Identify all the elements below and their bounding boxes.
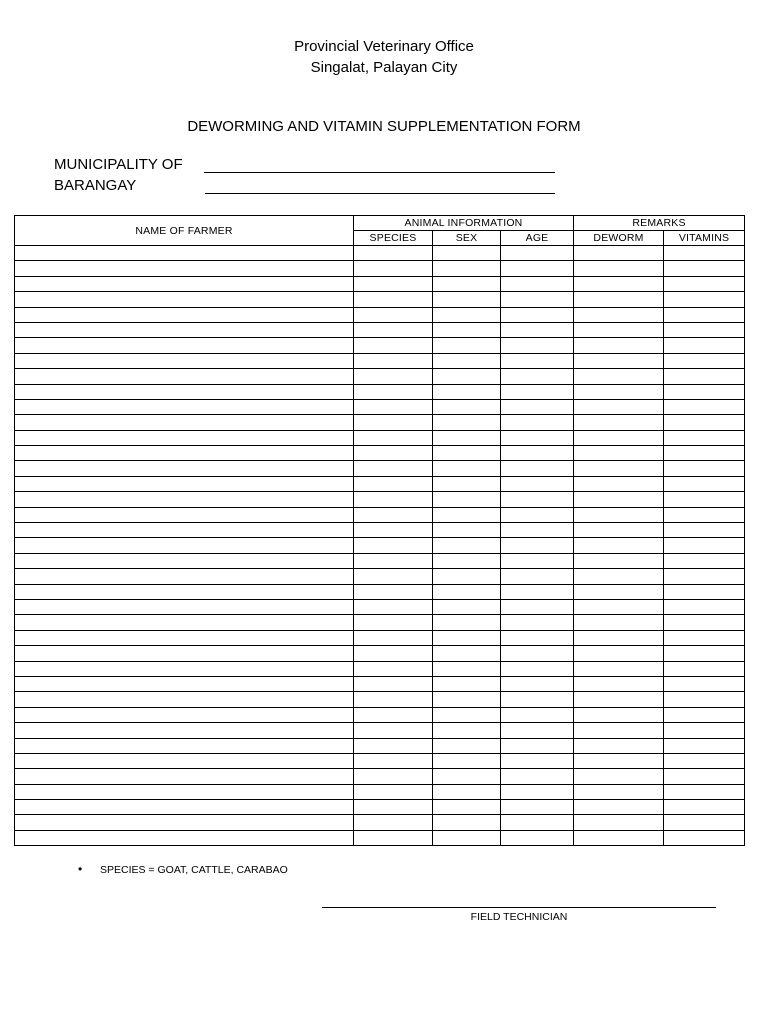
age-cell[interactable] — [501, 353, 574, 368]
table-row — [15, 584, 745, 599]
sex-cell[interactable] — [433, 338, 501, 353]
name-of-farmer-cell[interactable] — [15, 384, 354, 399]
bullet-icon: • — [78, 862, 83, 876]
age-cell[interactable] — [501, 753, 574, 768]
table-row — [15, 630, 745, 645]
sex-cell[interactable] — [433, 584, 501, 599]
name-of-farmer-cell[interactable] — [15, 723, 354, 738]
deworm-cell[interactable] — [574, 569, 664, 584]
table-row — [15, 353, 745, 368]
species-cell[interactable] — [354, 476, 433, 491]
species-cell[interactable] — [354, 430, 433, 445]
age-cell[interactable] — [501, 430, 574, 445]
table-row — [15, 261, 745, 276]
species-cell[interactable] — [354, 584, 433, 599]
vitamins-cell[interactable] — [664, 753, 745, 768]
name-of-farmer-cell[interactable] — [15, 353, 354, 368]
vitamins-cell[interactable] — [664, 276, 745, 291]
name-of-farmer-cell[interactable] — [15, 307, 354, 322]
vitamins-cell[interactable] — [664, 307, 745, 322]
sex-cell[interactable] — [433, 246, 501, 261]
vitamins-cell[interactable] — [664, 261, 745, 276]
vitamins-cell[interactable] — [664, 738, 745, 753]
species-cell[interactable] — [354, 569, 433, 584]
deworm-cell[interactable] — [574, 769, 664, 784]
species-cell[interactable] — [354, 322, 433, 337]
name-of-farmer-header: NAME OF FARMER — [15, 216, 354, 246]
deworm-cell[interactable] — [574, 707, 664, 722]
species-cell[interactable] — [354, 276, 433, 291]
vitamins-cell[interactable] — [664, 830, 745, 845]
age-cell[interactable] — [501, 815, 574, 830]
vitamins-cell[interactable] — [664, 415, 745, 430]
species-cell[interactable] — [354, 523, 433, 538]
deworm-cell[interactable] — [574, 507, 664, 522]
vitamins-cell[interactable] — [664, 338, 745, 353]
sex-cell[interactable] — [433, 261, 501, 276]
vitamins-cell[interactable] — [664, 538, 745, 553]
age-cell[interactable] — [501, 307, 574, 322]
vitamins-cell[interactable] — [664, 399, 745, 414]
table-row — [15, 430, 745, 445]
age-cell[interactable] — [501, 446, 574, 461]
age-cell[interactable] — [501, 800, 574, 815]
sex-cell[interactable] — [433, 446, 501, 461]
deworm-cell[interactable] — [574, 753, 664, 768]
name-of-farmer-cell[interactable] — [15, 507, 354, 522]
sex-cell[interactable] — [433, 830, 501, 845]
species-cell[interactable] — [354, 723, 433, 738]
age-cell[interactable] — [501, 723, 574, 738]
table-row — [15, 830, 745, 845]
vitamins-cell[interactable] — [664, 723, 745, 738]
sex-cell[interactable] — [433, 538, 501, 553]
sex-cell[interactable] — [433, 646, 501, 661]
species-cell[interactable] — [354, 461, 433, 476]
species-cell[interactable] — [354, 692, 433, 707]
name-of-farmer-cell[interactable] — [15, 738, 354, 753]
sex-cell[interactable] — [433, 676, 501, 691]
name-of-farmer-cell[interactable] — [15, 399, 354, 414]
age-cell[interactable] — [501, 338, 574, 353]
sex-cell[interactable] — [433, 322, 501, 337]
table-row — [15, 446, 745, 461]
species-cell[interactable] — [354, 415, 433, 430]
deworm-cell[interactable] — [574, 738, 664, 753]
name-of-farmer-cell[interactable] — [15, 569, 354, 584]
vitamins-cell[interactable] — [664, 599, 745, 614]
age-cell[interactable] — [501, 322, 574, 337]
sex-header: SEX — [433, 231, 501, 246]
name-of-farmer-cell[interactable] — [15, 769, 354, 784]
table-row — [15, 384, 745, 399]
table-row — [15, 415, 745, 430]
farmer-animal-table — [14, 215, 745, 846]
deworm-cell[interactable] — [574, 661, 664, 676]
age-cell[interactable] — [501, 630, 574, 645]
species-cell[interactable] — [354, 661, 433, 676]
vitamins-cell[interactable] — [664, 707, 745, 722]
species-cell[interactable] — [354, 615, 433, 630]
vitamins-cell[interactable] — [664, 446, 745, 461]
sex-cell[interactable] — [433, 461, 501, 476]
name-of-farmer-cell[interactable] — [15, 830, 354, 845]
table-row — [15, 753, 745, 768]
name-of-farmer-cell[interactable] — [15, 292, 354, 307]
name-of-farmer-cell[interactable] — [15, 707, 354, 722]
name-of-farmer-cell[interactable] — [15, 322, 354, 337]
age-cell[interactable] — [501, 707, 574, 722]
species-cell[interactable] — [354, 307, 433, 322]
species-cell[interactable] — [354, 599, 433, 614]
sex-cell[interactable] — [433, 800, 501, 815]
table-row — [15, 246, 745, 261]
sex-cell[interactable] — [433, 723, 501, 738]
age-cell[interactable] — [501, 507, 574, 522]
sex-cell[interactable] — [433, 353, 501, 368]
name-of-farmer-cell[interactable] — [15, 661, 354, 676]
vitamins-cell[interactable] — [664, 292, 745, 307]
name-of-farmer-cell[interactable] — [15, 338, 354, 353]
age-cell[interactable] — [501, 415, 574, 430]
sex-cell[interactable] — [433, 507, 501, 522]
table-row — [15, 507, 745, 522]
vitamins-cell[interactable] — [664, 569, 745, 584]
species-cell[interactable] — [354, 769, 433, 784]
table-row — [15, 615, 745, 630]
deworm-cell[interactable] — [574, 276, 664, 291]
vitamins-cell[interactable] — [664, 630, 745, 645]
sex-cell[interactable] — [433, 753, 501, 768]
deworm-cell[interactable] — [574, 815, 664, 830]
table-row — [15, 769, 745, 784]
deworm-cell[interactable] — [574, 307, 664, 322]
signature-line — [322, 907, 716, 908]
name-of-farmer-cell[interactable] — [15, 646, 354, 661]
sex-cell[interactable] — [433, 307, 501, 322]
sex-cell[interactable] — [433, 630, 501, 645]
deworm-cell[interactable] — [574, 692, 664, 707]
name-of-farmer-cell[interactable] — [15, 753, 354, 768]
vitamins-cell[interactable] — [664, 815, 745, 830]
name-of-farmer-cell[interactable] — [15, 615, 354, 630]
sex-cell[interactable] — [433, 384, 501, 399]
table-row — [15, 553, 745, 568]
age-cell[interactable] — [501, 384, 574, 399]
deworm-cell[interactable] — [574, 630, 664, 645]
table-row — [15, 322, 745, 337]
sex-cell[interactable] — [433, 815, 501, 830]
species-cell[interactable] — [354, 261, 433, 276]
table-row — [15, 476, 745, 491]
table-row — [15, 599, 745, 614]
vitamins-cell[interactable] — [664, 615, 745, 630]
vitamins-cell[interactable] — [664, 322, 745, 337]
name-of-farmer-cell[interactable] — [15, 276, 354, 291]
vitamins-header: VITAMINS — [664, 231, 745, 246]
municipality-blank-line — [204, 172, 555, 173]
vitamins-cell[interactable] — [664, 784, 745, 799]
age-cell[interactable] — [501, 292, 574, 307]
sex-cell[interactable] — [433, 276, 501, 291]
name-of-farmer-cell[interactable] — [15, 584, 354, 599]
name-of-farmer-cell[interactable] — [15, 815, 354, 830]
species-cell[interactable] — [354, 630, 433, 645]
table-row — [15, 569, 745, 584]
sex-cell[interactable] — [433, 553, 501, 568]
deworm-cell[interactable] — [574, 246, 664, 261]
sex-cell[interactable] — [433, 523, 501, 538]
table-row — [15, 707, 745, 722]
species-cell[interactable] — [354, 830, 433, 845]
barangay-blank-line — [205, 193, 555, 194]
animal-information-header: ANIMAL INFORMATION — [354, 216, 574, 231]
species-cell[interactable] — [354, 753, 433, 768]
vitamins-cell[interactable] — [664, 661, 745, 676]
vitamins-cell[interactable] — [664, 461, 745, 476]
species-cell[interactable] — [354, 553, 433, 568]
barangay-label: BARANGAY — [54, 177, 137, 194]
species-cell[interactable] — [354, 353, 433, 368]
deworm-cell[interactable] — [574, 261, 664, 276]
table-row — [15, 461, 745, 476]
name-of-farmer-cell[interactable] — [15, 261, 354, 276]
age-cell[interactable] — [501, 476, 574, 491]
sex-cell[interactable] — [433, 661, 501, 676]
vitamins-cell[interactable] — [664, 584, 745, 599]
sex-cell[interactable] — [433, 369, 501, 384]
table-row — [15, 369, 745, 384]
table-row — [15, 784, 745, 799]
name-of-farmer-cell[interactable] — [15, 784, 354, 799]
vitamins-cell[interactable] — [664, 507, 745, 522]
office-location: Singalat, Palayan City — [310, 59, 458, 76]
species-cell[interactable] — [354, 815, 433, 830]
species-cell[interactable] — [354, 338, 433, 353]
name-of-farmer-cell[interactable] — [15, 476, 354, 491]
age-cell[interactable] — [501, 738, 574, 753]
name-of-farmer-cell[interactable] — [15, 246, 354, 261]
deworm-cell[interactable] — [574, 476, 664, 491]
deworm-cell[interactable] — [574, 338, 664, 353]
species-cell[interactable] — [354, 676, 433, 691]
species-cell[interactable] — [354, 646, 433, 661]
sex-cell[interactable] — [433, 769, 501, 784]
deworm-cell[interactable] — [574, 800, 664, 815]
table-row — [15, 738, 745, 753]
species-cell[interactable] — [354, 292, 433, 307]
deworm-cell[interactable] — [574, 399, 664, 414]
name-of-farmer-cell[interactable] — [15, 446, 354, 461]
deworm-cell[interactable] — [574, 723, 664, 738]
name-of-farmer-cell[interactable] — [15, 415, 354, 430]
table-row — [15, 815, 745, 830]
deworm-cell[interactable] — [574, 430, 664, 445]
age-cell[interactable] — [501, 461, 574, 476]
municipality-label: MUNICIPALITY OF — [54, 156, 183, 173]
deworm-cell[interactable] — [574, 538, 664, 553]
vitamins-cell[interactable] — [664, 369, 745, 384]
age-cell[interactable] — [501, 615, 574, 630]
deworm-cell[interactable] — [574, 584, 664, 599]
species-note-text: SPECIES = GOAT, CATTLE, CARABAO — [100, 864, 288, 876]
deworm-cell[interactable] — [574, 615, 664, 630]
name-of-farmer-cell[interactable] — [15, 553, 354, 568]
sex-cell[interactable] — [433, 476, 501, 491]
vitamins-cell[interactable] — [664, 769, 745, 784]
deworm-cell[interactable] — [574, 322, 664, 337]
sex-cell[interactable] — [433, 492, 501, 507]
name-of-farmer-cell[interactable] — [15, 692, 354, 707]
age-cell[interactable] — [501, 492, 574, 507]
age-cell[interactable] — [501, 676, 574, 691]
species-cell[interactable] — [354, 800, 433, 815]
deworm-cell[interactable] — [574, 646, 664, 661]
deworm-cell[interactable] — [574, 784, 664, 799]
age-cell[interactable] — [501, 246, 574, 261]
age-cell[interactable] — [501, 661, 574, 676]
species-header: SPECIES — [354, 231, 433, 246]
sex-cell[interactable] — [433, 399, 501, 414]
species-note — [78, 862, 288, 877]
age-cell[interactable] — [501, 276, 574, 291]
species-cell[interactable] — [354, 784, 433, 799]
vitamins-cell[interactable] — [664, 430, 745, 445]
age-cell[interactable] — [501, 784, 574, 799]
deworm-cell[interactable] — [574, 830, 664, 845]
table-row — [15, 307, 745, 322]
age-cell[interactable] — [501, 569, 574, 584]
age-cell[interactable] — [501, 599, 574, 614]
table-row — [15, 338, 745, 353]
vitamins-cell[interactable] — [664, 692, 745, 707]
deworm-cell[interactable] — [574, 461, 664, 476]
species-cell[interactable] — [354, 738, 433, 753]
species-cell[interactable] — [354, 246, 433, 261]
table-row — [15, 646, 745, 661]
name-of-farmer-cell[interactable] — [15, 523, 354, 538]
deworm-cell[interactable] — [574, 553, 664, 568]
table-row — [15, 523, 745, 538]
vitamins-cell[interactable] — [664, 800, 745, 815]
deworm-cell[interactable] — [574, 415, 664, 430]
sex-cell[interactable] — [433, 707, 501, 722]
age-cell[interactable] — [501, 369, 574, 384]
species-cell[interactable] — [354, 492, 433, 507]
deworm-cell[interactable] — [574, 369, 664, 384]
table-row — [15, 399, 745, 414]
form-title: DEWORMING AND VITAMIN SUPPLEMENTATION FORM — [187, 118, 581, 135]
name-of-farmer-cell[interactable] — [15, 538, 354, 553]
species-cell[interactable] — [354, 538, 433, 553]
deworm-cell[interactable] — [574, 523, 664, 538]
name-of-farmer-cell[interactable] — [15, 599, 354, 614]
sex-cell[interactable] — [433, 292, 501, 307]
age-header: AGE — [501, 231, 574, 246]
table-row — [15, 723, 745, 738]
vitamins-cell[interactable] — [664, 553, 745, 568]
field-technician-label: FIELD TECHNICIAN — [470, 911, 568, 923]
table-row — [15, 800, 745, 815]
name-of-farmer-cell[interactable] — [15, 492, 354, 507]
age-cell[interactable] — [501, 646, 574, 661]
name-of-farmer-cell[interactable] — [15, 800, 354, 815]
sex-cell[interactable] — [433, 599, 501, 614]
vitamins-cell[interactable] — [664, 353, 745, 368]
table-row — [15, 692, 745, 707]
table-row — [15, 538, 745, 553]
remarks-header: REMARKS — [574, 216, 745, 231]
table-row — [15, 292, 745, 307]
age-cell[interactable] — [501, 261, 574, 276]
office-name: Provincial Veterinary Office — [294, 38, 474, 55]
sex-cell[interactable] — [433, 738, 501, 753]
sex-cell[interactable] — [433, 415, 501, 430]
deworm-cell[interactable] — [574, 353, 664, 368]
age-cell[interactable] — [501, 399, 574, 414]
age-cell[interactable] — [501, 538, 574, 553]
name-of-farmer-cell[interactable] — [15, 630, 354, 645]
table-row — [15, 492, 745, 507]
deworm-header: DEWORM — [574, 231, 664, 246]
vitamins-cell[interactable] — [664, 676, 745, 691]
vitamins-cell[interactable] — [664, 476, 745, 491]
species-cell[interactable] — [354, 507, 433, 522]
sex-cell[interactable] — [433, 615, 501, 630]
sex-cell[interactable] — [433, 784, 501, 799]
vitamins-cell[interactable] — [664, 492, 745, 507]
deworm-cell[interactable] — [574, 599, 664, 614]
species-cell[interactable] — [354, 384, 433, 399]
table-row — [15, 276, 745, 291]
age-cell[interactable] — [501, 523, 574, 538]
sex-cell[interactable] — [433, 692, 501, 707]
deworm-cell[interactable] — [574, 384, 664, 399]
vitamins-cell[interactable] — [664, 523, 745, 538]
age-cell[interactable] — [501, 553, 574, 568]
sex-cell[interactable] — [433, 430, 501, 445]
species-cell[interactable] — [354, 399, 433, 414]
deworm-cell[interactable] — [574, 676, 664, 691]
vitamins-cell[interactable] — [664, 646, 745, 661]
species-cell[interactable] — [354, 446, 433, 461]
species-cell[interactable] — [354, 707, 433, 722]
name-of-farmer-cell[interactable] — [15, 430, 354, 445]
age-cell[interactable] — [501, 830, 574, 845]
species-cell[interactable] — [354, 369, 433, 384]
vitamins-cell[interactable] — [664, 246, 745, 261]
age-cell[interactable] — [501, 584, 574, 599]
table-body — [15, 246, 745, 846]
deworm-cell[interactable] — [574, 292, 664, 307]
deworm-cell[interactable] — [574, 446, 664, 461]
vitamins-cell[interactable] — [664, 384, 745, 399]
table-row — [15, 676, 745, 691]
name-of-farmer-cell[interactable] — [15, 461, 354, 476]
deworm-cell[interactable] — [574, 492, 664, 507]
name-of-farmer-cell[interactable] — [15, 676, 354, 691]
table-header-row-group — [15, 216, 745, 231]
name-of-farmer-cell[interactable] — [15, 369, 354, 384]
table-row — [15, 661, 745, 676]
age-cell[interactable] — [501, 769, 574, 784]
age-cell[interactable] — [501, 692, 574, 707]
sex-cell[interactable] — [433, 569, 501, 584]
